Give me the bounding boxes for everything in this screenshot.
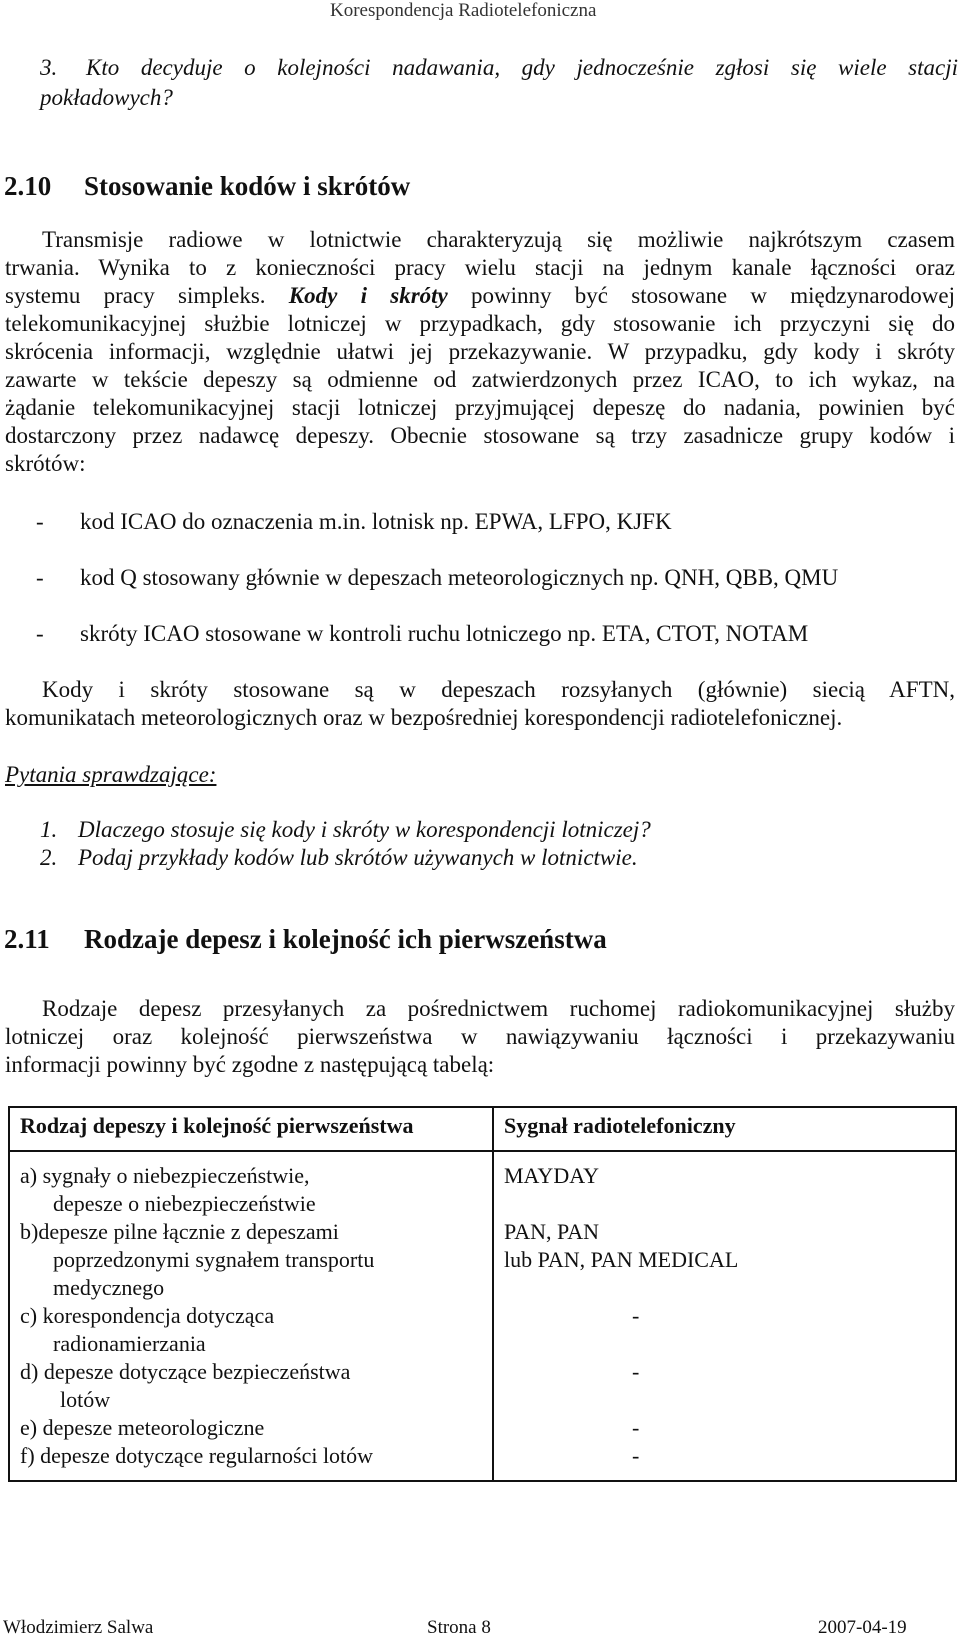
table-cell-line: - (632, 1359, 640, 1384)
table-cell-line (504, 1330, 955, 1358)
section-number: 2.10 (4, 171, 52, 201)
table-cell-line: - (632, 1415, 640, 1440)
section-number: 2.11 (4, 924, 50, 954)
table-cell-message-types (9, 1151, 493, 1481)
priority-table (8, 1106, 957, 1482)
table-header-row (9, 1107, 956, 1151)
table-cell-line: depesze o niebezpieczeństwie (53, 1191, 316, 1216)
question-number: 1. (40, 817, 58, 842)
table-cell-line: - (632, 1443, 640, 1468)
table-cell-line: medycznego (53, 1275, 165, 1300)
paragraph-line: systemu pracy simpleks. Kody i skróty powinny być stosowane w międzynarodowej (5, 283, 955, 308)
table-row (9, 1151, 956, 1481)
table-cell-line: f) depesze dotyczące regularności lotów (20, 1443, 374, 1468)
table-cell-line (504, 1190, 955, 1218)
paragraph-line: informacji powinny być zgodne z następującą tabelą: (5, 1052, 495, 1077)
table-cell-line: e) depesze meteorologiczne (20, 1415, 265, 1440)
table-cell-line: b)depesze pilne łącznie z depeszami (20, 1219, 339, 1244)
question-text-line-1: Kto decyduje o kolejności nadawania, gdy jednocześnie zgłosi się wiele stacji (86, 55, 958, 80)
table-header-cell: Rodzaj depeszy i kolejność pierwszeństwa (9, 1107, 493, 1151)
section-title: Stosowanie kodów i skrótów (84, 171, 411, 201)
list-item-text: skróty ICAO stosowane w kontroli ruchu lotniczego np. ETA, CTOT, NOTAM (80, 621, 809, 646)
paragraph-line: zawarte w tekście depeszy są odmienne od zatwierdzonych przez ICAO, to ich wykaz, na (5, 367, 955, 392)
paragraph-line: lotniczej oraz kolejność pierwszeństwa w nawiązywaniu łączności i przekazywaniu (5, 1024, 955, 1049)
table-cell-line: MAYDAY (504, 1163, 599, 1188)
table-cell-line: - (632, 1303, 640, 1328)
table-cell-line: a) sygnały o niebezpieczeństwie, (20, 1163, 310, 1188)
paragraph-line: komunikatach meteorologicznych oraz w bezpośredniej korespondencji radiotelefonicznej. (5, 705, 843, 730)
table-cell-line: c) korespondencja dotycząca (20, 1303, 275, 1328)
footer-page-number: Strona 8 (427, 1617, 491, 1638)
list-dash: - (36, 565, 44, 590)
table-cell-line: lub PAN, PAN MEDICAL (504, 1247, 739, 1272)
table-header-cell: Sygnał radiotelefoniczny (493, 1107, 956, 1151)
list-dash: - (36, 621, 44, 646)
paragraph-line: Rodzaje depesz przesyłanych za pośrednictwem ruchomej radiokomunikacyjnej służby (42, 996, 955, 1021)
list-item-text: kod ICAO do oznaczenia m.in. lotnisk np. EPWA, LFPO, KJFK (80, 509, 672, 534)
footer-author: Włodzimierz Salwa (3, 1617, 154, 1638)
paragraph-line: telekomunikacyjnej służbie lotniczej w przypadkach, gdy stosowanie ich przyczyni się do (5, 311, 955, 336)
table-cell-line: poprzedzonymi sygnałem transportu (53, 1247, 375, 1272)
paragraph-line: trwania. Wynika to z konieczności pracy wielu stacji na jednym kanale łączności oraz (5, 255, 955, 280)
question-text: Dlaczego stosuje się kody i skróty w korespondencji lotniczej? (78, 817, 651, 842)
table-cell-line (504, 1274, 955, 1302)
table-cell-line: lotów (60, 1387, 111, 1412)
question-text-line-2: pokładowych? (40, 85, 173, 110)
table-cell-line: d) depesze dotyczące bezpieczeństwa (20, 1359, 351, 1384)
table-cell-signals (493, 1151, 956, 1481)
list-dash: - (36, 509, 44, 534)
table-cell-line: radionamierzania (53, 1331, 206, 1356)
table-cell-line (504, 1386, 955, 1414)
paragraph-line: Kody i skróty stosowane są w depeszach rozsyłanych (głównie) siecią AFTN, (42, 677, 955, 702)
question-number: 3. (40, 55, 58, 80)
list-item-text: kod Q stosowany głównie w depeszach meteorologicznych np. QNH, QBB, QMU (80, 565, 839, 590)
table-cell-line: PAN, PAN (504, 1219, 599, 1244)
paragraph-line: Transmisje radiowe w lotnictwie charakteryzują się możliwie najkrótszym czasem (42, 227, 955, 252)
running-header: Korespondencja Radiotelefoniczna (330, 0, 597, 21)
question-number: 2. (40, 845, 58, 870)
paragraph-message-types (5, 995, 955, 1079)
footer-date: 2007-04-19 (818, 1617, 907, 1638)
paragraph-line: skrótów: (5, 451, 86, 476)
section-title: Rodzaje depesz i kolejność ich pierwszeństwa (84, 924, 607, 954)
paragraph-codes-usage (5, 676, 955, 732)
question-text: Podaj przykłady kodów lub skrótów używanych w lotnictwie. (78, 845, 638, 870)
paragraph-line: dostarczony przez nadawcę depeszy. Obecnie stosowane są trzy zasadnicze grupy kodów i (5, 423, 955, 448)
paragraph-line: żądanie telekomunikacyjnej stacji lotniczej przyjmującej depeszę do nadania, powinien być (5, 395, 955, 420)
paragraph-line: skrócenia informacji, względnie ułatwi jej przekazywanie. W przypadku, gdy kody i skróty (5, 339, 955, 364)
paragraph-codes-intro (5, 226, 955, 478)
review-questions-label: Pytania sprawdzające: (5, 762, 217, 787)
emphasis-kody-i-skroty: Kody i skróty (288, 283, 448, 308)
